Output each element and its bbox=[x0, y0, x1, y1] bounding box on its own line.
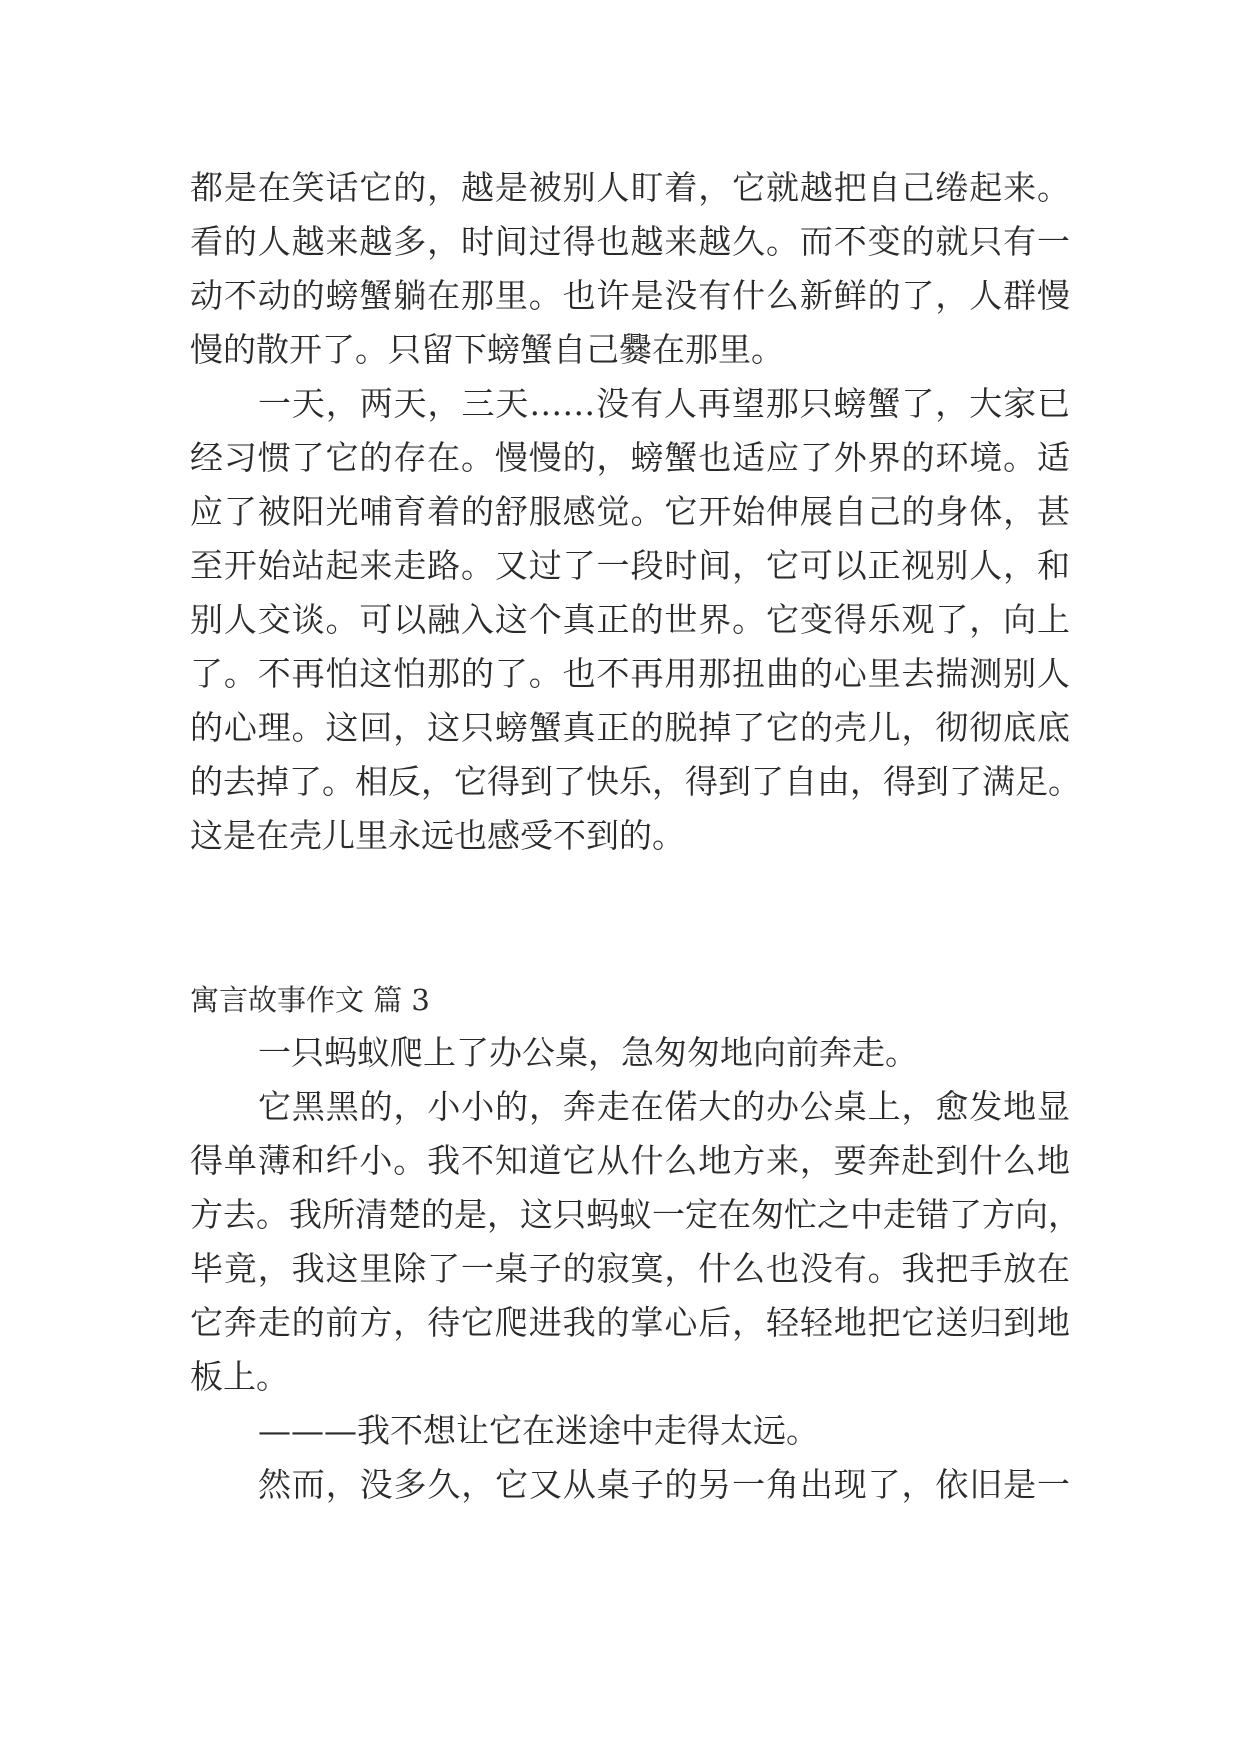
text-line: 方去。我所清楚的是，这只蚂蚁一定在匆忙之中走错了方向， bbox=[190, 1195, 1081, 1234]
text-line: 的去掉了。相反，它得到了快乐，得到了自由，得到了满足。 bbox=[190, 762, 1081, 801]
text-line: 这是在壳儿里永远也感受不到的。 bbox=[190, 816, 685, 855]
text-line: 慢的散开了。只留下螃蟹自己爨在那里。 bbox=[190, 330, 784, 369]
text-line: 应了被阳光哺育着的舒服感觉。它开始伸展自己的身体，甚 bbox=[190, 492, 1070, 531]
text-line: 动不动的螃蟹躺在那里。也许是没有什么新鲜的了，人群慢 bbox=[190, 276, 1070, 315]
text-line: 毕竟，我这里除了一桌子的寂寞，什么也没有。我把手放在 bbox=[190, 1249, 1070, 1288]
text-line: 一天，两天，三天……没有人再望那只螃蟹了，大家已 bbox=[258, 384, 1070, 423]
text-line: 至开始站起来走路。又过了一段时间，它可以正视别人，和 bbox=[190, 546, 1070, 585]
text-line: 了。不再怕这怕那的了。也不再用那扭曲的心里去揣测别人 bbox=[190, 654, 1070, 693]
text-line: 它黑黑的，小小的，奔走在偌大的办公桌上，愈发地显 bbox=[258, 1087, 1070, 1126]
text-line: 别人交谈。可以融入这个真正的世界。它变得乐观了，向上 bbox=[190, 600, 1070, 639]
text-line: 然而，没多久，它又从桌子的另一角出现了，依旧是一 bbox=[258, 1465, 1070, 1504]
text-line: 它奔走的前方，待它爬进我的掌心后，轻轻地把它送归到地 bbox=[190, 1303, 1070, 1342]
text-line: 经习惯了它的存在。慢慢的，螃蟹也适应了外界的环境。适 bbox=[190, 438, 1070, 477]
text-line: 一只蚂蚁爬上了办公桌，急匆匆地向前奔走。 bbox=[258, 1033, 918, 1072]
text-line: 都是在笑话它的，越是被别人盯着，它就越把自己绻起来。 bbox=[190, 168, 1070, 207]
text-line: 板上。 bbox=[190, 1357, 289, 1396]
text-line: 得单薄和纤小。我不知道它从什么地方来，要奔赴到什么地 bbox=[190, 1141, 1070, 1180]
section-heading: 寓言故事作文 篇 3 bbox=[190, 983, 430, 1017]
text-line: ———我不想让它在迷途中走得太远。 bbox=[258, 1411, 819, 1450]
text-line: 的心理。这回，这只螃蟹真正的脱掉了它的壳儿，彻彻底底 bbox=[190, 708, 1070, 747]
text-line: 看的人越来越多，时间过得也越来越久。而不变的就只有一 bbox=[190, 222, 1070, 261]
